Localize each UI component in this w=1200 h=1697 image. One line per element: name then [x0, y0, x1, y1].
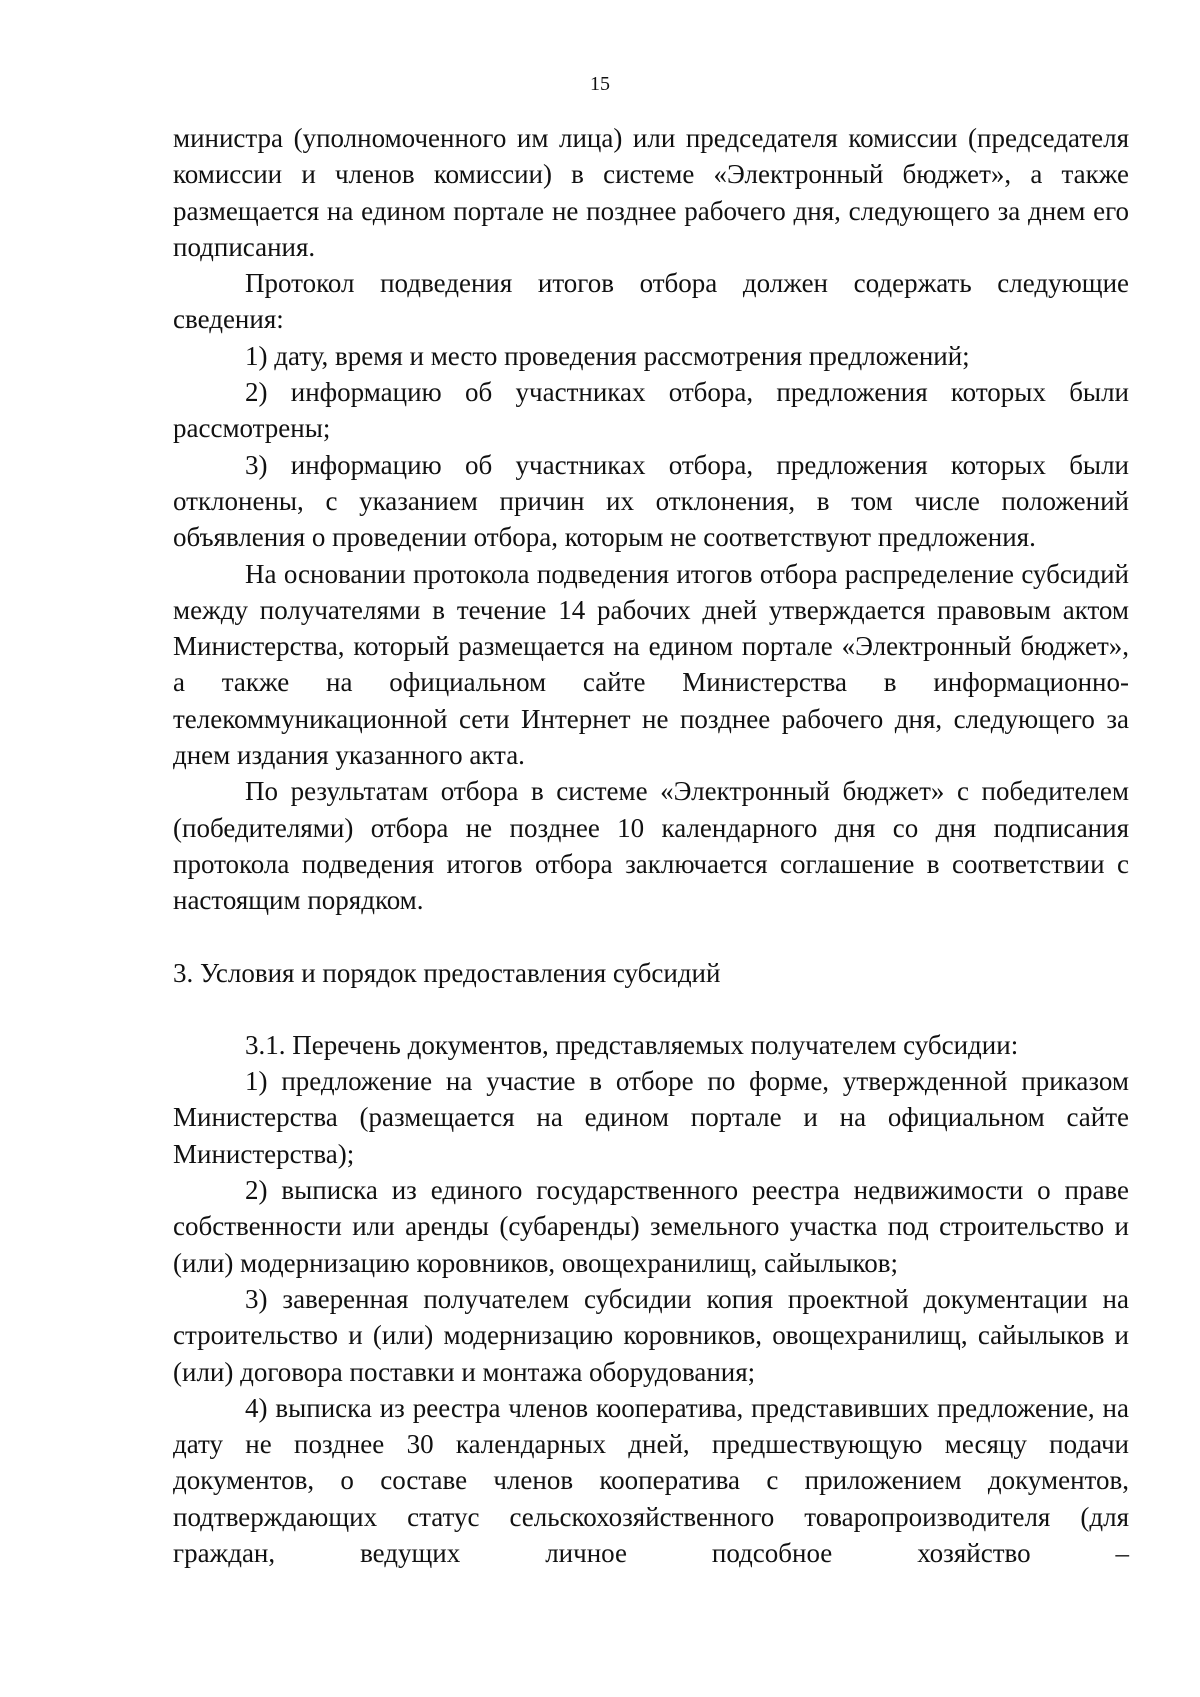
list-item-2: 2) информацию об участниках отбора, предложения которых были рассмотрены; [173, 377, 1129, 444]
paragraph-agreement: По результатам отбора в системе «Электронный бюджет» с победителем (победителями) отбора не позднее 10 календарного дня со дня подписания протокола подведения итогов отбора заключается соглашение в соответствии с настоящим порядком. [173, 776, 1129, 916]
document-body [173, 120, 1129, 1571]
subsection-3-1: 3.1. Перечень документов, представляемых получателем субсидии: [245, 1029, 1019, 1060]
document-item-1: 1) предложение на участие в отборе по форме, утвержденной приказом Министерства (размещается на едином портале и на официальном сайте Министерства); [173, 1066, 1129, 1169]
document-item-3: 3) заверенная получателем субсидии копия проектной документации на строительство и (или) модернизацию коровников, овощехранилищ, сайылыков и (или) договора поставки и монтажа оборудования; [173, 1283, 1129, 1387]
list-item-1: 1) дату, время и место проведения рассмотрения предложений; [245, 340, 970, 371]
page-number: 15 [590, 73, 610, 95]
paragraph-protocol-contents: Протокол подведения итогов отбора должен содержать следующие сведения: [173, 268, 1129, 335]
paragraph-distribution: На основании протокола подведения итогов отбора распределение субсидий между получателями в течение 14 рабочих дней утверждается правовым актом Министерства, который размещается на едином портале «Электронный бюджет», а также на официальном сайте Министерства в информационно-телекоммуникационной сети Интернет не позднее рабочего дня, следующего за днем издания указанного акта. [173, 558, 1129, 771]
section-heading: 3. Условия и порядок предоставления субсидий [173, 957, 721, 988]
document-item-2: 2) выписка из единого государственного реестра недвижимости о праве собственности или аренды (субаренды) земельного участка под строительство и (или) модернизацию коровников, овощехранилищ, сайылыков; [173, 1175, 1129, 1278]
document-item-4: 4) выписка из реестра членов кооператива, представивших предложение, на дату не позднее 30 календарных дней, предшествующую месяцу подачи документов, о составе членов кооператива с приложением документов, подтверждающих статус сельскохозяйственного товаропроизводителя (для граждан, ведущих личное подсобное хозяйство – [173, 1392, 1129, 1568]
paragraph-continuation: министра (уполномоченного им лица) или председателя комиссии (председателя комиссии и членов комиссии) в системе «Электронный бюджет», а также размещается на едином портале не позднее рабочего дня, следующего за днем его подписания. [173, 123, 1129, 262]
list-item-3: 3) информацию об участниках отбора, предложения которых были отклонены, с указанием причин их отклонения, в том числе положений объявления о проведении отбора, которым не соответствуют предложения. [173, 449, 1129, 553]
